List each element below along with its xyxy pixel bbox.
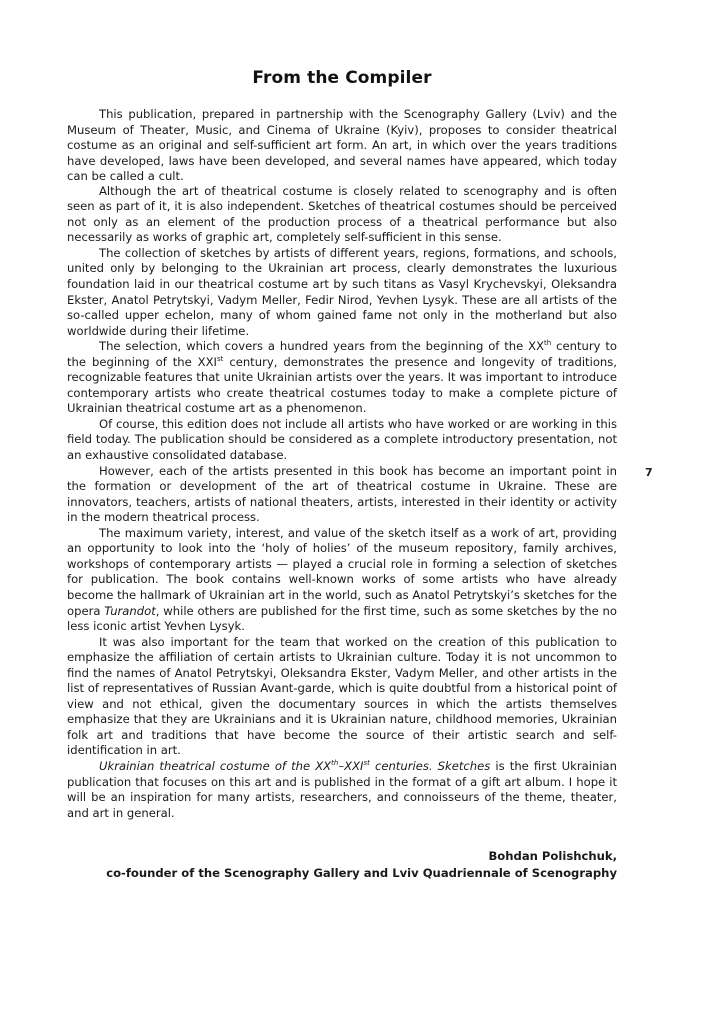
book-title-c: centuries. Sketches — [369, 758, 491, 773]
paragraph-5: Of course, this edition does not include all artists who have worked or are working in this field today. The publication should be considered as a complete introductory presentation, not an exhaustive consolidated database. — [67, 416, 617, 463]
signature-name: Bohdan Polishchuk, — [488, 849, 617, 864]
paragraph-9 — [67, 759, 617, 821]
book-title — [99, 759, 490, 773]
superscript-st-2: st — [363, 759, 370, 768]
signature-role: co-founder of the Scenography Gallery and Lviv Quadriennale of Scenography — [106, 866, 617, 881]
page-content — [67, 68, 617, 882]
article-body — [67, 107, 617, 821]
paragraph-6: However, each of the artists presented in this book has become an important point in the formation or development of the art of theatrical costume in Ukraine. These are innovators, teachers, artists of national theaters, artists, interested in their identity or activity in the modern theatrical process. — [67, 463, 617, 525]
paragraph-3: The collection of sketches by artists of different years, regions, formations, and schools, united only by belonging to the Ukrainian art process, clearly demonstrates the luxurious foundation laid in our theatrical costume art by such titans as Vasyl Krychevskyi, Oleksandra Ekster, Anatol Petrytskyi, Vadym Meller, Fedir Nirod, Yevhen Lysyk. These are all artists of the so-called upper echelon, many of whom gained fame not only in the motherland but also worldwide during their lifetime. — [67, 245, 617, 338]
book-title-b: –XXI — [338, 758, 364, 773]
paragraph-7-text-b: , while others are published for the first time, such as some sketches by the no less iconic artist Yevhen Lysyk. — [67, 603, 617, 634]
paragraph-4-text-c: century, demonstrates the presence and longevity of traditions, recognizable features that unite Ukrainian artists over the years. It was important to introduce contemporary artists who create theatrical costumes today to make a complete picture of Ukrainian theatrical costume art as a phenomenon. — [67, 354, 617, 416]
superscript-th: th — [544, 339, 552, 348]
opera-title: Turandot — [104, 603, 156, 618]
paragraph-4 — [67, 339, 617, 417]
superscript-th-2: th — [331, 759, 339, 768]
paragraph-9-text: is the first Ukrainian publication that focuses on this art and is published in the format of a gift art album. I hope it will be an inspiration for many artists, researchers, and connoisseurs of the theme, theater, and art in general. — [67, 758, 617, 820]
paragraph-1: This publication, prepared in partnership with the Scenography Gallery (Lviv) and the Museum of Theater, Music, and Cinema of Ukraine (Kyiv), proposes to consider theatrical costume as an original and self-sufficient art form. An art, in which over the years traditions have developed, laws have been developed, and several names have appeared, which today can be called a cult. — [67, 107, 617, 184]
paragraph-2: Although the art of theatrical costume is closely related to scenography and is often seen as part of it, it is also independent. Sketches of theatrical costumes should be perceived not only as an element of the production process of a theatrical performance but also necessarily as works of graphic art, completely self-sufficient in this sense. — [67, 183, 617, 245]
paragraph-7 — [67, 526, 617, 635]
paragraph-8: It was also important for the team that worked on the creation of this publication to emphasize the affiliation of certain artists to Ukrainian culture. Today it is not uncommon to find the names of Anatol Petrytskyi, Oleksandra Ekster, Vadym Meller, and other artists in the list of representatives of Russian Avant-garde, which is quite doubtful from a historical point of view and not ethical, given the documentary sources in which the artists themselves emphasize that they are Ukrainians and it is Ukrainian nature, childhood memories, Ukrainian folk art and traditions that have become the source of their artistic search and self-identification in art. — [67, 634, 617, 758]
page-number: 7 — [645, 466, 653, 479]
superscript-st: st — [216, 354, 224, 363]
paragraph-4-text-b: century to the beginning of the XXI — [67, 339, 617, 369]
book-title-a: Ukrainian theatrical costume of the XX — [99, 758, 332, 773]
page-title: From the Compiler — [252, 68, 432, 88]
paragraph-4-text-a: The selection, which covers a hundred years from the beginning of the XX — [99, 339, 545, 354]
signature — [67, 848, 617, 882]
paragraph-7-text-a: The maximum variety, interest, and value of the sketch itself as a work of art, providing an opportunity to look into the ‘holy of holies’ of the museum repository, family archives, workshops of contemporary artists — played a crucial role in forming a selection of sketches for publication. The book contains well-known works of some artists who have already become the hallmark of Ukrainian art in the world, such as Anatol Petrytskyi’s sketches for the opera — [67, 525, 617, 618]
